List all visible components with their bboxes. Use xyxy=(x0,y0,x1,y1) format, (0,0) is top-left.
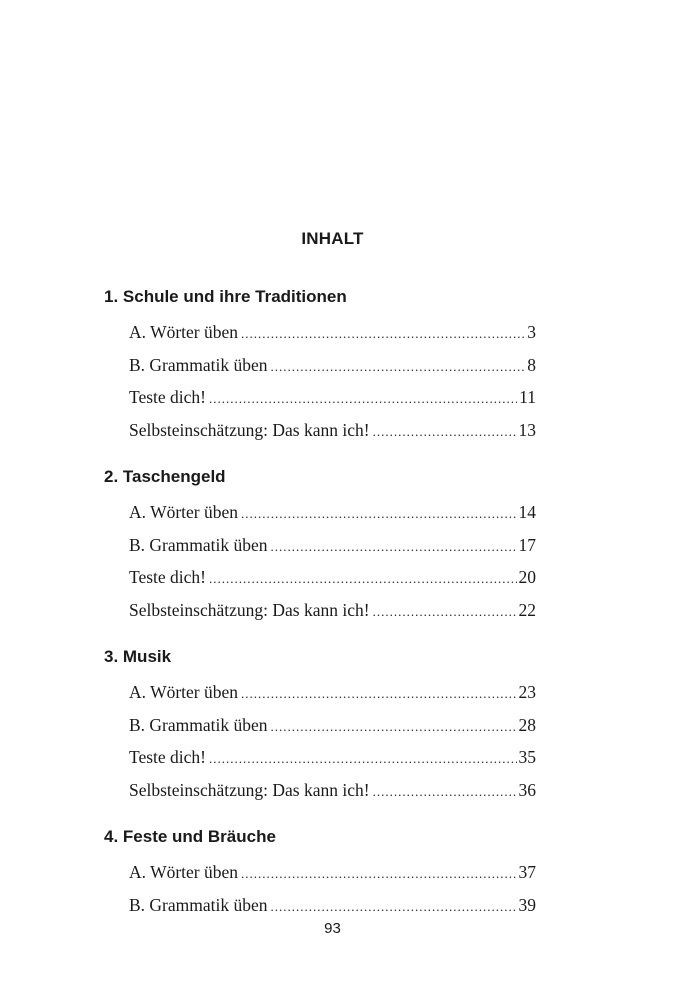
entry-label: B. Grammatik üben xyxy=(129,714,268,735)
section-title: 4. Feste und Bräuche xyxy=(104,827,276,846)
toc-entry xyxy=(129,561,536,594)
entry-page-number: 3 xyxy=(527,322,536,342)
dot-leader xyxy=(373,776,517,809)
dot-leader xyxy=(241,678,516,711)
entry-page-number: 17 xyxy=(518,534,536,555)
entry-page-number: 11 xyxy=(519,387,536,407)
entry-label: Selbsteinschätzung: Das kann ich! xyxy=(129,779,370,800)
dot-leader xyxy=(241,318,525,351)
entry-page-number: 36 xyxy=(518,779,536,800)
entry-label: A. Wörter üben xyxy=(129,502,239,522)
toc-heading: INHALT xyxy=(301,229,364,248)
entry-label: Selbsteinschätzung: Das kann ich! xyxy=(129,599,370,620)
entry-page-number: 22 xyxy=(518,599,536,620)
section-title: 2. Taschengeld xyxy=(104,467,226,486)
entry-label: B. Grammatik üben xyxy=(129,354,268,375)
entry-page-number: 35 xyxy=(518,747,536,767)
toc-entry xyxy=(129,496,536,529)
entry-label: Selbsteinschätzung: Das kann ich! xyxy=(129,419,370,440)
toc-entry xyxy=(129,741,536,774)
toc-section xyxy=(104,286,536,446)
section-title: 3. Musik xyxy=(104,647,172,666)
toc-entry xyxy=(129,594,536,627)
toc-entry xyxy=(129,709,536,742)
dot-leader xyxy=(271,531,517,564)
entry-page-number: 37 xyxy=(518,862,536,882)
dot-leader xyxy=(373,596,517,629)
toc-section xyxy=(104,826,536,921)
entry-label: Teste dich! xyxy=(129,747,207,767)
dot-leader xyxy=(271,891,517,924)
entry-page-number: 39 xyxy=(518,894,536,915)
dot-leader xyxy=(209,743,516,776)
dot-leader xyxy=(271,351,526,384)
entry-label: A. Wörter üben xyxy=(129,322,239,342)
section-title: 1. Schule und ihre Traditionen xyxy=(104,287,347,306)
entry-label: A. Wörter üben xyxy=(129,682,239,702)
toc-entry xyxy=(129,856,536,889)
page-number: 93 xyxy=(324,920,341,937)
entry-label: A. Wörter üben xyxy=(129,862,239,882)
table-of-contents xyxy=(104,286,536,941)
dot-leader xyxy=(209,563,516,596)
entry-page-number: 23 xyxy=(518,682,536,702)
entry-page-number: 20 xyxy=(518,567,536,587)
toc-entry xyxy=(129,349,536,382)
entry-label: B. Grammatik üben xyxy=(129,534,268,555)
entry-page-number: 14 xyxy=(518,502,536,522)
dot-leader xyxy=(209,383,517,416)
dot-leader xyxy=(241,858,516,891)
toc-entry xyxy=(129,676,536,709)
toc-section xyxy=(104,466,536,626)
entry-label: Teste dich! xyxy=(129,567,207,587)
toc-entry xyxy=(129,889,536,922)
entry-page-number: 13 xyxy=(518,419,536,440)
toc-section xyxy=(104,646,536,806)
toc-entry xyxy=(129,529,536,562)
entry-label: B. Grammatik üben xyxy=(129,894,268,915)
toc-entry xyxy=(129,774,536,807)
entry-label: Teste dich! xyxy=(129,387,207,407)
dot-leader xyxy=(373,416,517,449)
toc-entry xyxy=(129,414,536,447)
toc-entry xyxy=(129,316,536,349)
entry-page-number: 28 xyxy=(518,714,536,735)
toc-entry xyxy=(129,381,536,414)
entry-page-number: 8 xyxy=(527,354,536,375)
dot-leader xyxy=(271,711,517,744)
dot-leader xyxy=(241,498,516,531)
